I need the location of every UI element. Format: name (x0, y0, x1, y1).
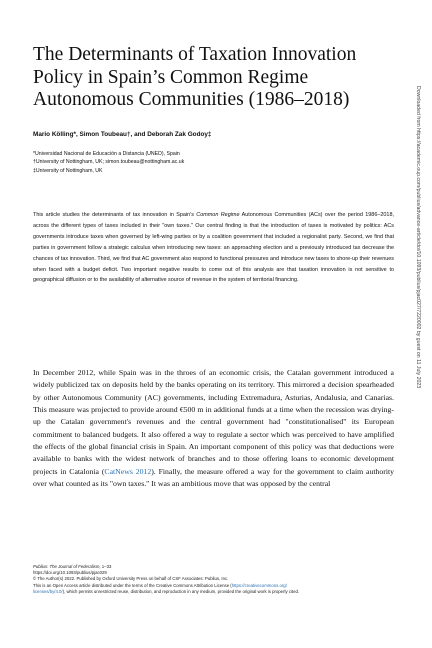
license-text: This is an Open Access article distributed under the terms of the Creative Commons Attribution License ( (33, 582, 232, 588)
affiliation-item: *Universidad Nacional de Educación a Distancia (UNED), Spain (33, 151, 180, 157)
affiliation-list (33, 150, 184, 175)
affiliation-item: ‡University of Nottingham, UK (33, 167, 103, 174)
citation-link[interactable]: CatNews 2012 (104, 466, 152, 476)
abstract (33, 210, 394, 286)
body-paragraph (33, 367, 394, 490)
body-text: ). Finally, the measure offered a way for the government to claim authority over what counted as its "own taxes." It was an ambitious move that was opposed by the central (33, 466, 395, 489)
affiliation-item: †University of Nottingham, UK; simon.toubeau@nottingham.ac.uk (33, 159, 185, 166)
license-text: ), which permits unrestricted reuse, distribution, and reproduction in any medium, provided the original work is properly cited. (62, 588, 300, 594)
article-title: The Determinants of Taxation Innovation Policy in Spain’s Common Regime Autonomous Communities (1986–2018) (33, 44, 357, 110)
abstract-text: This article studies the determinants of tax innovation in Spain's (33, 212, 197, 218)
body-text: In December 2012, while Spain was in the throes of an economic crisis, the Catalan government introduced a widely publicized tax on deposits held by the banks operating on its territory. This mirrored a decision spearheaded by other Autonomous Community (AC) governments, including Extremadura, Asturias, Andalusia, and Canarias. This measure was projected to provide around €500 m in additional funds at a time when the recession was drying-up the Catalan government's revenues and the central government had "constitutionalised" its European commitment to balanced budgets. It also offered a way to regulate a sector which was perceived to have amplified the effects of the global financial crisis in Spain. An important component of this policy was that deductions were available to banks with the widest network of branches and to those offering loans to economic development projects in Catalonia ( (33, 368, 394, 476)
license-link[interactable]: https://creativecommons.org/ (231, 582, 287, 588)
doi-link[interactable]: https://doi.org/10.1093/publius/pjac029 (33, 570, 107, 576)
abstract-italic-term: Common Regime (196, 212, 240, 218)
license-notice (33, 583, 399, 595)
abstract-text: Autonomous Communities (ACs) over the period 1986–2018, across the different types of taxes included in their "own taxes." Our central finding is that the introduction of taxes is motivated by politics: ACs governments introduce taxes when governed by left-wing parties or by a coalition government that included a regionalist party. Second, we find that parties in government follow a strategic calculus when introducing new taxes: an approaching election and a previously introduced tax decrease the chances of tax innovation. Third, we find that AC government also respond to functional pressures and introduce new taxes to shore-up their revenues when faced with a budget deficit. Two important negative results to come out of this analysis are that taxation innovation is not sensitive to geographical diffusion or to the availability of alternative source of revenue in the system of territorial financing. (33, 212, 394, 284)
author-list: Mario Kölling*, Simon Toubeau†, and Deborah Zak Godoy‡ (33, 131, 212, 138)
download-watermark (412, 86, 424, 586)
journal-pages: , 1–33 (99, 564, 112, 569)
license-link[interactable]: licenses/by/4.0/ (33, 588, 63, 594)
journal-name: Publius: The Journal of Federalism (33, 564, 100, 569)
publication-footer (33, 564, 399, 595)
copyright-notice: © The Author(s) 2022. Published by Oxford University Press on behalf of CSF Associates: Publius, Inc. (33, 576, 229, 582)
download-watermark-text: Downloaded from https://academic.oup.com/publius/advance-article/doi/10.1093/publius/pjac027/7220002 by guest on 11 July 2023 (415, 86, 421, 389)
